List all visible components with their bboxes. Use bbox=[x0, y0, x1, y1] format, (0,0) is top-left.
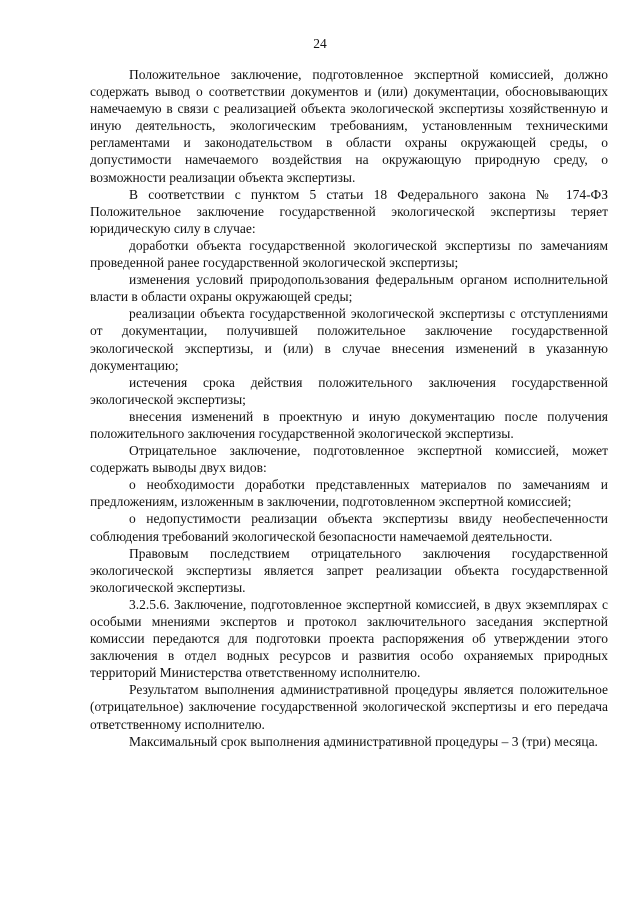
list-item-expiry: истечения срока действия положительного заключения государственной экологической экспертизы; bbox=[90, 374, 608, 407]
paragraph-section-3-2-5-6: 3.2.5.6. Заключение, подготовленное экспертной комиссией, в двух экземплярах с особыми мнениями экспертов и протокол заключительного заседания экспертной комиссии передаются для подготовки проекта распоряжения об утверждении этого заключения в отдел водных ресурсов и развития особо охраняемых природных территорий Министерства ответственному исполнителю. bbox=[90, 596, 608, 681]
page-number: 24 bbox=[313, 36, 327, 51]
paragraph-max-term: Максимальный срок выполнения административной процедуры – 3 (три) месяца. bbox=[129, 733, 598, 749]
paragraph-legal-force-intro: В соответствии с пунктом 5 статьи 18 Федерального закона № 174-ФЗ Положительное заключение государственной экологической экспертизы теряет юридическую силу в случае: bbox=[90, 186, 608, 236]
list-item-inadmissibility: о недопустимости реализации объекта экспертизы ввиду необеспеченности соблюдения требований экологической безопасности намечаемой деятельности. bbox=[90, 511, 608, 544]
paragraph-positive-conclusion: Положительное заключение, подготовленное экспертной комиссией, должно содержать вывод о соответствии документов и (или) документации, обосновывающих намечаемую в связи с реализацией объекта экологической экспертизы хозяйственную и иную деятельность, экологическим требованиям, установленным техническими регламентами и законодательством в области охраны окружающей среды, о допустимости намечаемого воздействия на окружающую природную среду, о возможности реализации объекта экспертизы. bbox=[90, 67, 608, 185]
list-item-revision: доработки объекта государственной экологической экспертизы по замечаниям проведенной ранее государственной экологической экспертизы; bbox=[90, 237, 608, 271]
list-item-deviations: реализации объекта государственной экологической экспертизы с отступлениями от документации, получившей положительное заключение государственной экологической экспертизы, и (или) в случае внесения изменений в указанную документацию; bbox=[90, 306, 608, 373]
list-item-need-revision: о необходимости доработки представленных материалов по замечаниям и предложениям, изложенным в заключении, подготовленном экспертной комиссией; bbox=[90, 477, 608, 510]
paragraph-negative-conclusion: Отрицательное заключение, подготовленное экспертной комиссией, может содержать выводы двух видов: bbox=[90, 443, 608, 476]
paragraph-legal-consequence: Правовым последствием отрицательного заключения государственной экологической экспертизы является запрет реализации объекта государственной экологической экспертизы. bbox=[90, 545, 608, 595]
paragraph-result: Результатом выполнения административной процедуры является положительное (отрицательное) заключение государственной экологической экспертизы и его передача ответственному исполнителю. bbox=[90, 682, 608, 732]
document-body bbox=[90, 66, 608, 750]
list-item-conditions-change: изменения условий природопользования федеральным органом исполнительной власти в области охраны окружающей среды; bbox=[90, 272, 608, 305]
list-item-doc-changes: внесения изменений в проектную и иную документацию после получения положительного заключения государственной экологической экспертизы. bbox=[90, 408, 608, 441]
